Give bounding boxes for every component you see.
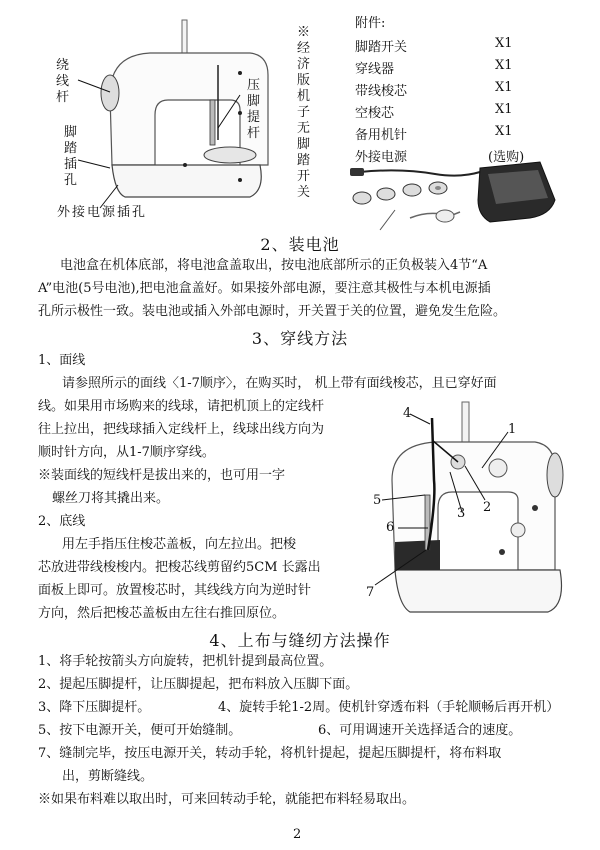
accessory-name: 带线梭芯 [355, 84, 408, 99]
section-3-line-5: ※装面线的短线杆是拔出来的，也可用一字 [38, 468, 286, 483]
sewing-machine-figure-2 [370, 400, 585, 625]
figure-2-number-1: 1 [508, 422, 517, 437]
section-3-line-6: 螺丝刀将其撬出来。 [52, 491, 170, 506]
label-thread-rod: 绕线杆 [55, 58, 69, 105]
section-3-line-9: 面板上即可。放置梭芯时，其线线方向为逆时针 [38, 583, 312, 598]
accessory-qty: X1 [495, 102, 513, 117]
section-2-line-2: A”电池(5号电池),把电池盒盖好。如果接外部电源，要注意其极性与本机电源插 [38, 281, 491, 296]
label-presser-lever: 压脚提杆 [246, 78, 260, 141]
step-1: 1、将手轮按箭头方向旋转，把机针提到最高位置。 [38, 654, 333, 669]
accessory-name: 外接电源 [355, 150, 408, 165]
figure-2-number-5: 5 [373, 493, 382, 508]
section-3-line-2: 线。如果用市场购来的线球，请把机顶上的定线杆 [38, 399, 325, 414]
accessories-picture [340, 160, 565, 240]
section-4-title: 4、上布与缝纫方法操作 [209, 631, 391, 650]
accessory-qty: X1 [495, 124, 513, 139]
section-3-line-3: 往上拉出，把线球插入定线杆上，线球出线方向为 [38, 422, 325, 437]
step-6: 6、可用调速开关选择适合的速度。 [318, 723, 522, 738]
figure-2-number-3: 3 [457, 506, 466, 521]
accessory-name: 备用机针 [355, 128, 408, 143]
section-3-line-8: 芯放进带线梭梭内。把梭芯线剪留约5CM 长露出 [38, 560, 321, 575]
figure-2-number-7: 7 [366, 585, 375, 600]
accessory-name: 空梭芯 [355, 106, 395, 121]
accessory-qty: X1 [495, 36, 513, 51]
section-3-sub-2: 2、底线 [38, 514, 86, 529]
accessory-qty: X1 [495, 58, 513, 73]
accessory-qty: X1 [495, 80, 513, 95]
section-3-title: 3、穿线方法 [251, 329, 349, 348]
step-5: 5、按下电源开关，便可开始缝制。 [38, 723, 242, 738]
section-3-line-10: 方向，然后把梭芯盖板由左往右推回原位。 [38, 606, 286, 621]
section-3-line-4: 顺时针方向，从1-7顺序穿线。 [38, 445, 215, 460]
section-2-line-3: 孔所示极性一致。装电池或插入外部电源时，开关置于关的位置，避免发生危险。 [38, 304, 507, 319]
step-4: 4、旋转手轮1-2周。使机针穿透布料（手轮顺畅后再开机） [218, 700, 560, 715]
accessory-qty: (选购) [488, 150, 525, 165]
figure-2-number-2: 2 [483, 500, 492, 515]
section-3-sub-1: 1、面线 [38, 353, 86, 368]
note-economy-version: ※经济版机子无脚踏开关 [296, 25, 310, 200]
accessory-name: 脚踏开关 [355, 40, 408, 55]
section-4-note: ※如果布料难以取出时，可来回转动手轮，就能把布料轻易取出。 [38, 792, 416, 807]
label-power-jack: 外接电源插孔 [57, 205, 148, 220]
accessories-title: 附件: [355, 16, 386, 31]
step-7-line-1: 7、缝制完毕，按压电源开关，转动手轮，将机针提起，提起压脚提杆，将布料取 [38, 746, 502, 761]
section-2-line-1: 电池盒在机体底部，将电池盒盖取出，按电池底部所示的正负极装入4节“A [60, 258, 488, 273]
section-3-line-1: 请参照所示的面线〈1-7顺序〉，在购买时， 机上带有面线梭芯，且已穿好面 [62, 376, 497, 391]
step-7-line-2: 出，剪断缝线。 [62, 769, 154, 784]
page-number: 2 [293, 827, 302, 842]
figure-2-number-4: 4 [403, 406, 412, 421]
section-3-line-7: 用左手指压住梭芯盖板，向左拉出。把梭 [62, 537, 297, 552]
figure-2-number-6: 6 [386, 520, 395, 535]
accessory-name: 穿线器 [355, 62, 395, 77]
section-2-title: 2、装电池 [260, 235, 340, 254]
step-3: 3、降下压脚提杆。 [38, 700, 151, 715]
label-foot-jack: 脚踏插孔 [63, 125, 77, 188]
step-2: 2、提起压脚提杆，让压脚提起，把布料放入压脚下面。 [38, 677, 359, 692]
